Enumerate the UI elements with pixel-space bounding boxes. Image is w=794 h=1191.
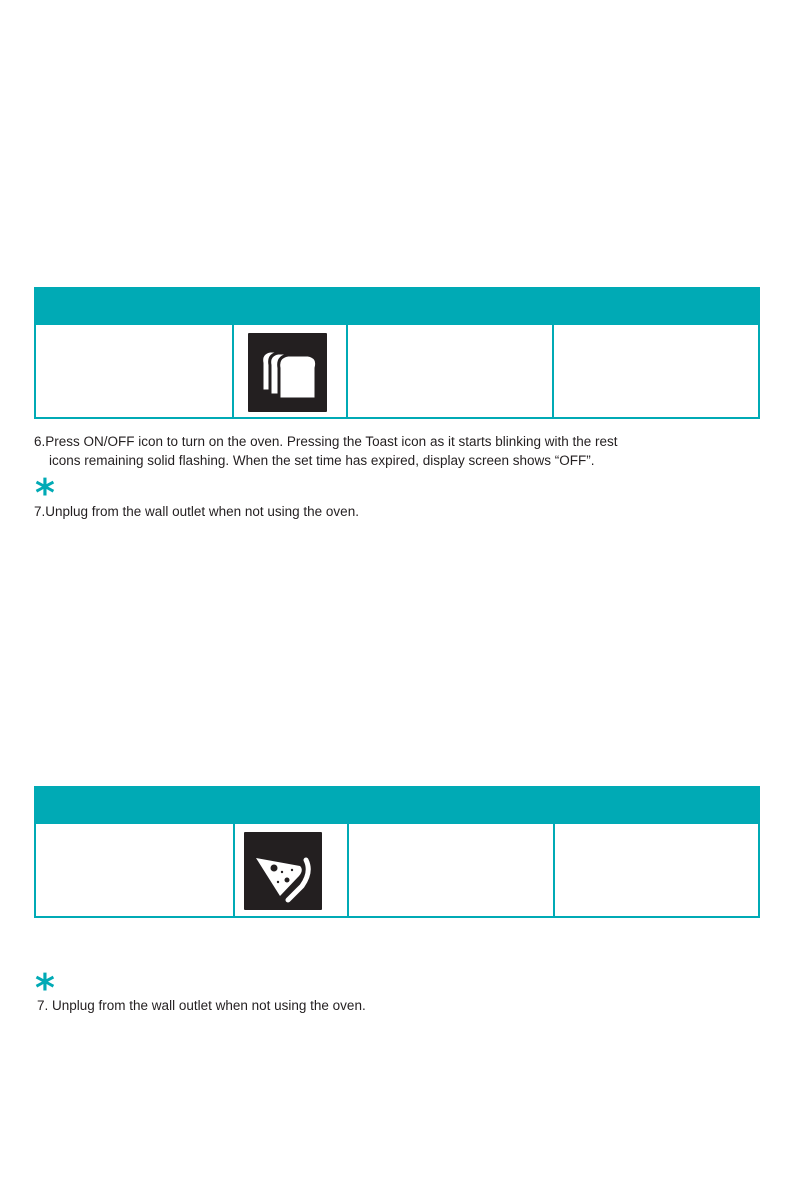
toast-settings-table	[34, 287, 760, 419]
step-7-paragraph-2: 7. Unplug from the wall outlet when not using the oven.	[37, 998, 366, 1013]
note-asterisk-icon: *	[35, 471, 55, 515]
table-row	[36, 325, 758, 417]
toast-icon	[248, 333, 327, 412]
pizza-settings-table	[34, 786, 760, 918]
step-6-paragraph	[34, 432, 618, 470]
step-7-paragraph: 7.Unplug from the wall outlet when not using the oven.	[34, 504, 359, 519]
step-6-line-2: icons remaining solid flashing. When the set time has expired, display screen shows “OFF”.	[49, 453, 595, 468]
table-row	[36, 824, 758, 916]
table-header-bar	[36, 289, 758, 325]
table-header-bar	[36, 788, 758, 824]
step-6-line-1: 6.Press ON/OFF icon to turn on the oven. Pressing the Toast icon as it starts blinking with the rest	[34, 434, 618, 449]
pizza-icon	[244, 832, 322, 910]
note-asterisk-icon-2: *	[35, 966, 55, 1010]
